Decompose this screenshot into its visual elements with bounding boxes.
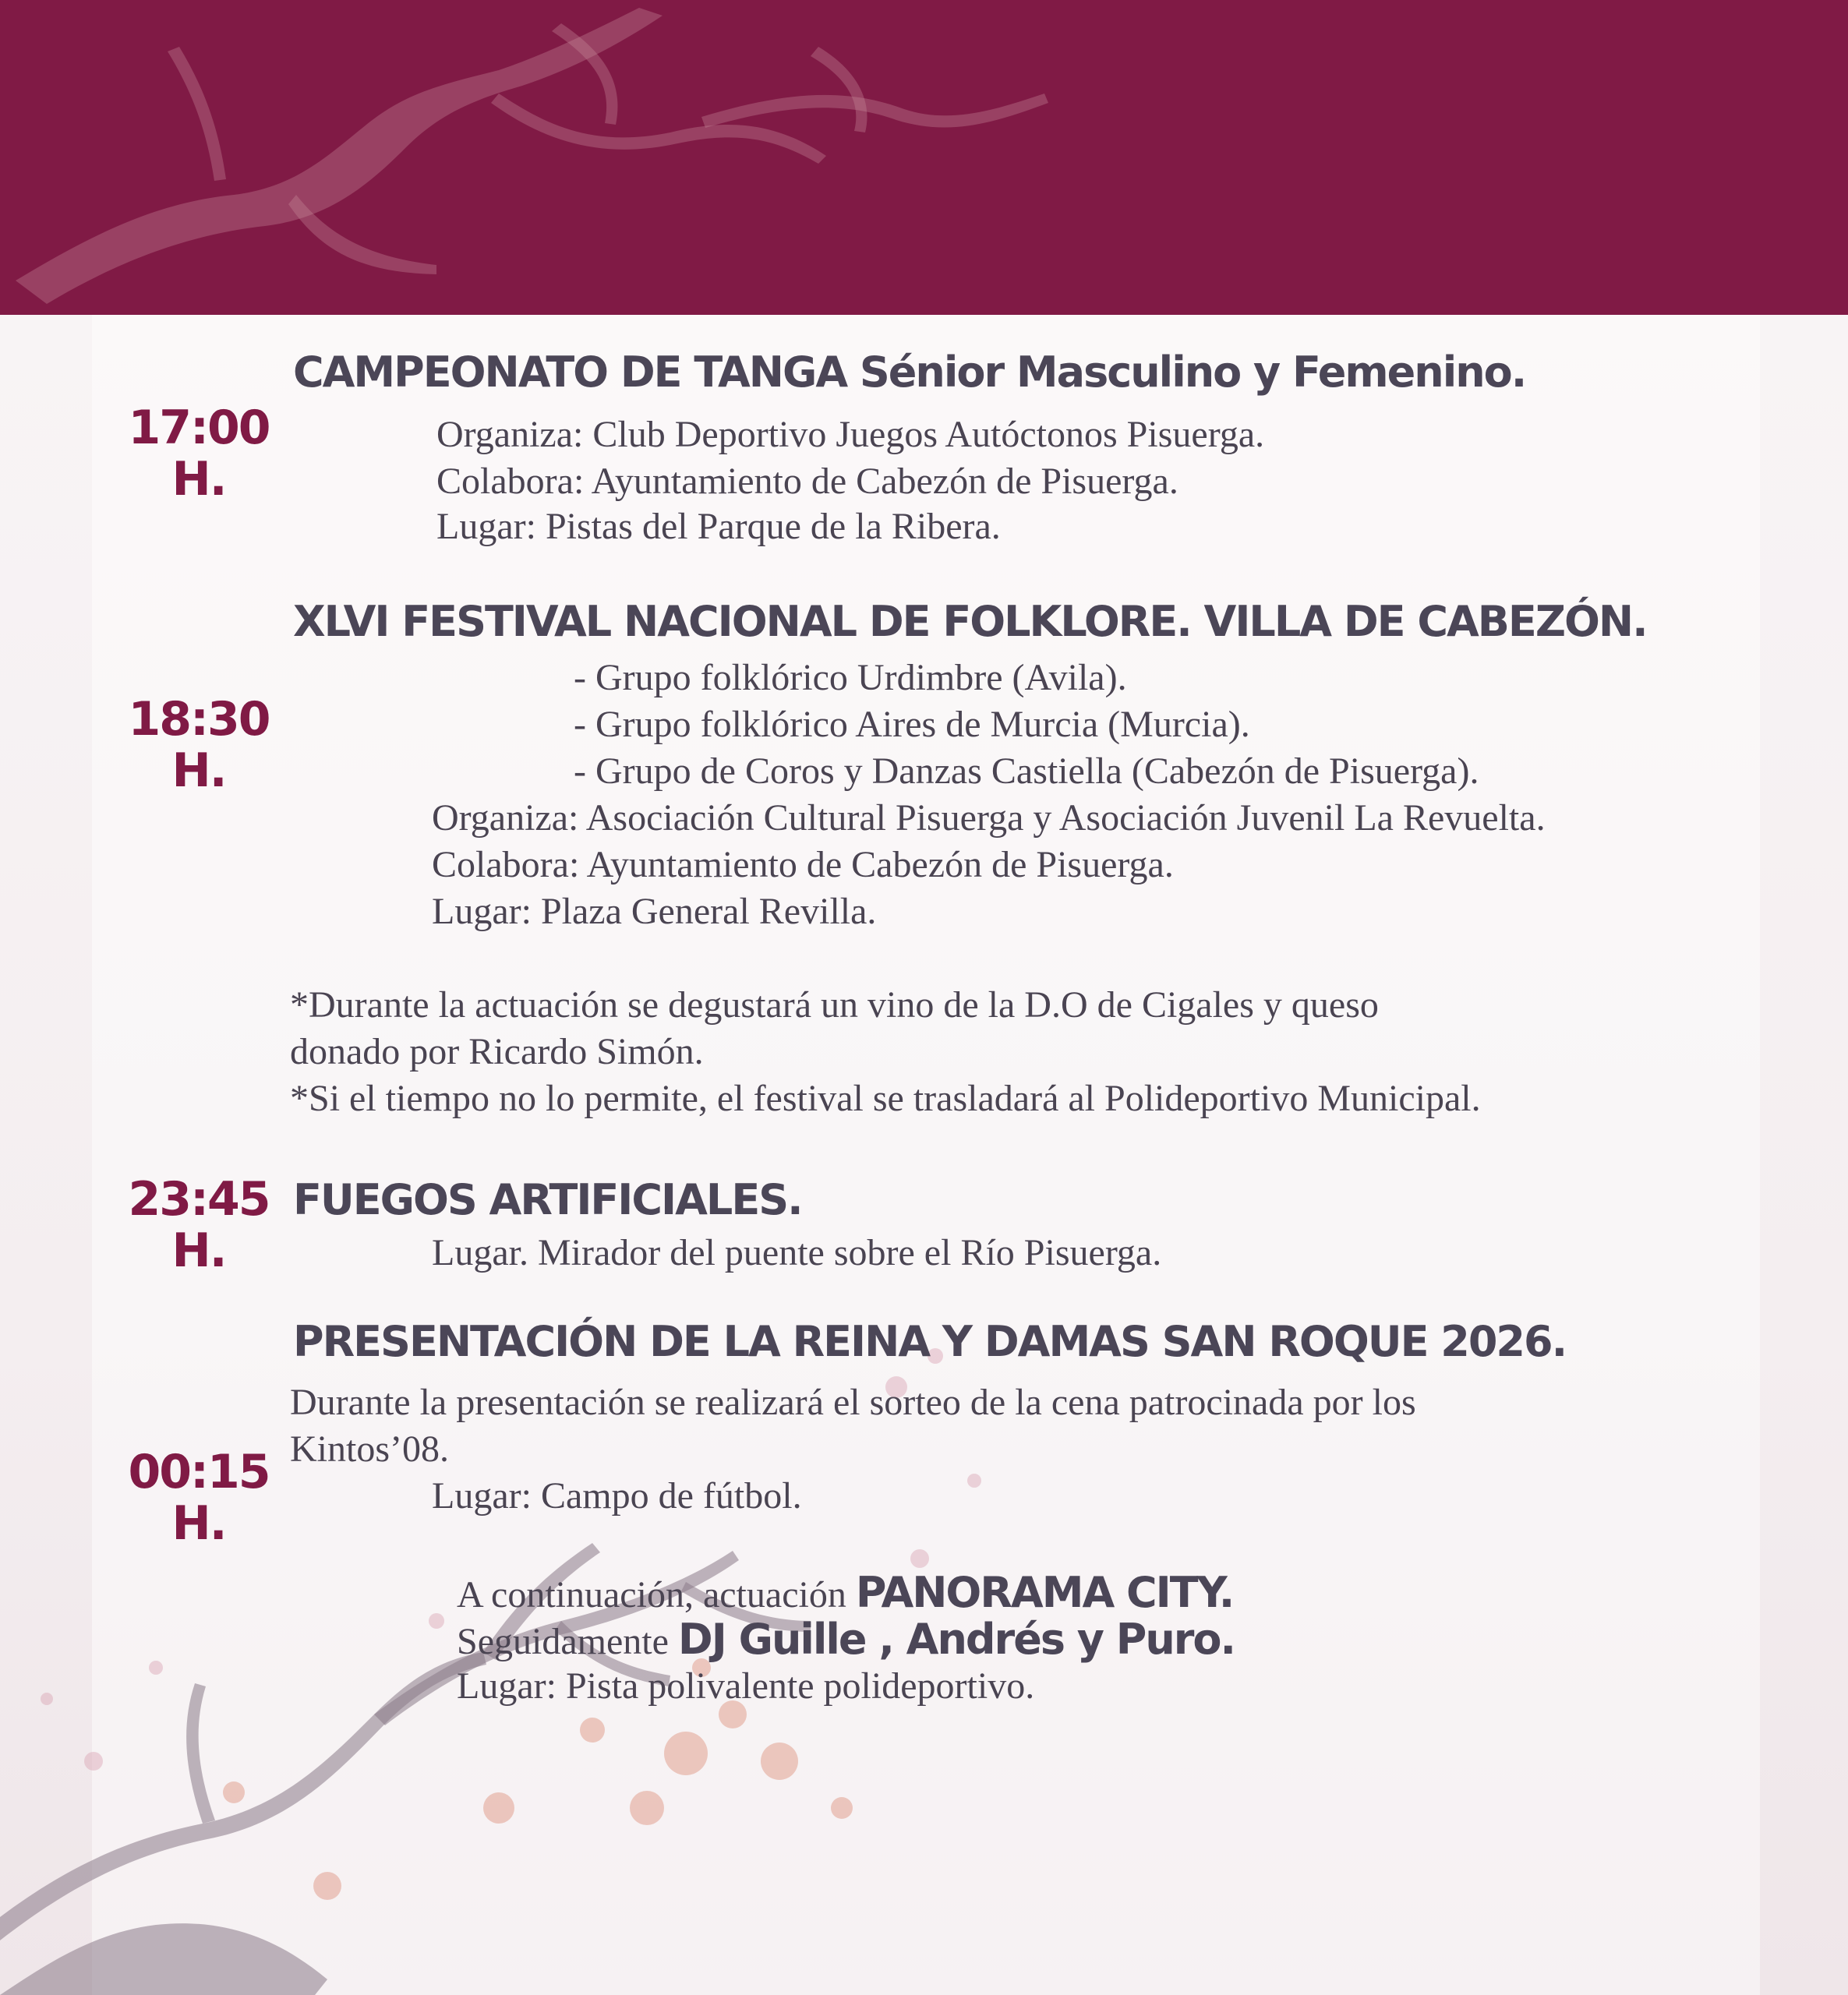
- time-unit: H.: [171, 1223, 226, 1278]
- after-prefix: A continuación, actuación: [457, 1574, 856, 1615]
- time-value: 23:45: [128, 1172, 270, 1227]
- performer-name: PANORAMA CITY.: [855, 1568, 1234, 1617]
- time-unit: H.: [171, 1496, 226, 1551]
- banner-branch-watermark: [0, 0, 1848, 315]
- performer-name: DJ Guille , Andrés y Puro.: [677, 1615, 1235, 1664]
- group-item: - Grupo de Coros y Danzas Castiella (Cabezón de Pisuerga).: [574, 750, 1479, 792]
- event-time: [125, 694, 273, 796]
- header-banner: [0, 0, 1848, 315]
- event-detail: Organiza: Asociación Cultural Pisuerga y Asociación Juvenil La Revuelta.: [432, 797, 1546, 839]
- event-detail: Lugar: Plaza General Revilla.: [432, 891, 877, 932]
- time-unit: H.: [171, 452, 226, 507]
- event-title: XLVI FESTIVAL NACIONAL DE FOLKLORE. VILLA DE CABEZÓN.: [293, 597, 1647, 646]
- event-description: Kintos’08.: [290, 1428, 449, 1470]
- event-detail: Lugar: Campo de fútbol.: [432, 1475, 802, 1517]
- event-time: [125, 1446, 273, 1549]
- after-line-1: [457, 1568, 1233, 1617]
- event-time: [125, 402, 273, 505]
- event-detail: Colabora: Ayuntamiento de Cabezón de Pisuerga.: [432, 844, 1174, 885]
- time-value: 17:00: [128, 401, 270, 455]
- after-line-2: [457, 1615, 1235, 1664]
- event-detail: Organiza: Club Deportivo Juegos Autóctonos Pisuerga.: [436, 414, 1265, 455]
- after-line-3: Lugar: Pista polivalente polideportivo.: [457, 1665, 1035, 1707]
- event-detail: Lugar. Mirador del puente sobre el Río Pisuerga.: [432, 1232, 1162, 1273]
- group-item: - Grupo folklórico Urdimbre (Avila).: [574, 657, 1127, 698]
- time-value: 18:30: [128, 692, 270, 747]
- event-detail: Colabora: Ayuntamiento de Cabezón de Pisuerga.: [436, 461, 1178, 502]
- event-time: [125, 1174, 273, 1276]
- after-prefix: Seguidamente: [457, 1621, 678, 1662]
- event-note: *Durante la actuación se degustará un vino de la D.O de Cigales y queso: [290, 984, 1379, 1026]
- event-description: Durante la presentación se realizará el sorteo de la cena patrocinada por los: [290, 1382, 1416, 1423]
- event-title: CAMPEONATO DE TANGA Sénior Masculino y Femenino.: [293, 348, 1526, 397]
- event-title: FUEGOS ARTIFICIALES.: [293, 1175, 802, 1224]
- time-value: 00:15: [128, 1445, 270, 1499]
- group-item: - Grupo folklórico Aires de Murcia (Murcia).: [574, 704, 1250, 745]
- time-unit: H.: [171, 743, 226, 798]
- event-detail: Lugar: Pistas del Parque de la Ribera.: [436, 506, 1001, 547]
- event-note: donado por Ricardo Simón.: [290, 1031, 704, 1072]
- event-note: *Si el tiempo no lo permite, el festival se trasladará al Polideportivo Municipal.: [290, 1078, 1481, 1119]
- event-title: PRESENTACIÓN DE LA REINA Y DAMAS SAN ROQUE 2026.: [293, 1317, 1567, 1366]
